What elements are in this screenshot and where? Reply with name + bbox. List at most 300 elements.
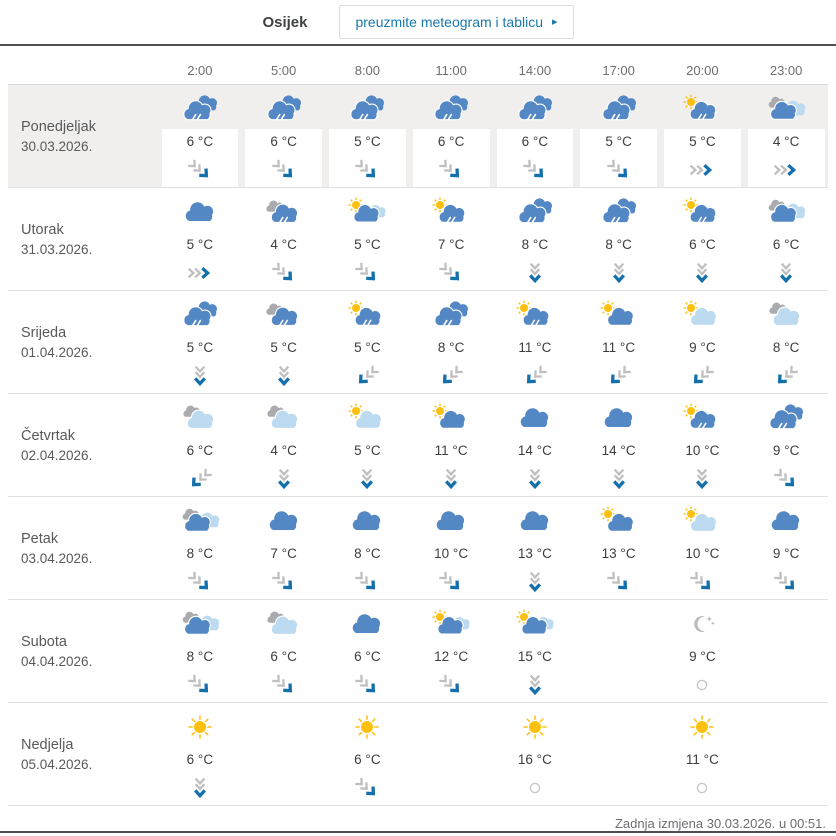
cell-body (577, 335, 661, 393)
time-column-header: 2:00 (187, 63, 213, 78)
forecast-cell (661, 291, 745, 393)
cell-body (409, 438, 493, 496)
time-column-header: 17:00 (602, 63, 635, 78)
heavy-rain-icon (179, 89, 221, 129)
temperature: 7 °C (437, 237, 465, 252)
forecast-cell (744, 394, 828, 496)
forecast-cell (577, 703, 661, 805)
temperature: 13 °C (517, 546, 552, 561)
wind-se-icon (183, 567, 217, 597)
day-name: Srijeda (21, 324, 67, 341)
forecast-cell (242, 85, 326, 187)
temperature: 4 °C (270, 237, 297, 252)
temperature: 5 °C (270, 340, 297, 355)
temperature: 6 °C (772, 237, 800, 252)
sun-light-icon (346, 398, 388, 438)
wind-se-icon (350, 567, 384, 597)
day-label (8, 394, 158, 496)
temperature: 12 °C (434, 649, 469, 664)
cell-body (409, 541, 493, 599)
wind-s-icon (183, 361, 217, 391)
gray-light-icon (765, 295, 807, 335)
wind-s-icon (769, 258, 803, 288)
forecast-cell (409, 497, 493, 599)
cloud-icon (598, 398, 640, 438)
forecast-cell (493, 600, 577, 702)
cell-body (744, 232, 828, 290)
gray-light-icon (179, 398, 221, 438)
temperature: 6 °C (437, 134, 465, 149)
temperature: 8 °C (186, 649, 214, 664)
forecast-cell (744, 703, 828, 805)
cell-body (664, 129, 741, 187)
temperature: 14 °C (601, 443, 636, 458)
cell-body (413, 129, 490, 187)
cell-body (577, 644, 661, 702)
download-button-label: preuzmite meteogram i tablicu (355, 14, 544, 30)
temperature: 11 °C (602, 340, 636, 355)
forecast-cell (744, 600, 828, 702)
cloudy-icon (179, 604, 221, 644)
day-label (8, 703, 158, 805)
day-name: Četvrtak (21, 427, 75, 444)
temperature: 11 °C (518, 340, 552, 355)
forecast-cell (326, 291, 410, 393)
cell-body (409, 644, 493, 702)
cell-body (158, 438, 242, 496)
cell-body (242, 232, 326, 290)
temperature: 5 °C (605, 134, 632, 149)
sun-rain-icon (681, 398, 723, 438)
forecast-cell (493, 394, 577, 496)
time-column-header: 20:00 (686, 63, 719, 78)
temperature: 8 °C (186, 546, 214, 561)
wind-e-icon (685, 155, 719, 185)
forecast-cell (242, 188, 326, 290)
temperature: 6 °C (186, 443, 214, 458)
cell-body (158, 335, 242, 393)
day-row (8, 188, 828, 291)
forecast-cell (158, 291, 242, 393)
sun-cloud-light-icon (346, 192, 388, 232)
temperature: 10 °C (685, 546, 720, 561)
heavy-rain-icon (765, 398, 807, 438)
wind-sw-icon (350, 361, 384, 391)
wind-sw-icon (602, 361, 636, 391)
day-date: 05.04.2026. (21, 756, 93, 772)
wind-se-icon (434, 155, 468, 185)
cell-body (580, 129, 657, 187)
cell-body (577, 541, 661, 599)
temperature: 6 °C (354, 752, 381, 767)
wind-se-icon (602, 155, 636, 185)
forecast-cell (158, 85, 242, 187)
wind-s-icon (183, 773, 217, 803)
temperature: 9 °C (772, 546, 800, 561)
time-column-header: 8:00 (354, 63, 381, 78)
cell-body (577, 232, 661, 290)
temperature: 9 °C (772, 443, 800, 458)
cell-body (326, 644, 410, 702)
temperature: 6 °C (270, 649, 297, 664)
forecast-cell (577, 85, 661, 187)
temperature: 5 °C (354, 237, 381, 252)
forecast-cell (326, 497, 410, 599)
forecast-cell (493, 85, 577, 187)
sunny-icon (681, 707, 723, 747)
wind-sw-icon (183, 464, 217, 494)
wind-se-icon (769, 464, 803, 494)
forecast-cell (744, 291, 828, 393)
wind-s-icon (350, 464, 384, 494)
cloud-icon (263, 501, 305, 541)
wind-se-icon (350, 773, 384, 803)
heavy-rain-icon (263, 89, 305, 129)
wind-s-icon (685, 258, 719, 288)
cell-body (577, 747, 661, 805)
cell-body (245, 129, 322, 187)
heavy-rain-icon (514, 89, 556, 129)
wind-se-icon (769, 567, 803, 597)
wind-se-icon (267, 567, 301, 597)
heavy-rain-icon (598, 89, 640, 129)
cell-body (158, 541, 242, 599)
forecast-cell (577, 291, 661, 393)
forecast-cell (158, 394, 242, 496)
wind-se-icon (183, 670, 217, 700)
temperature: 13 °C (601, 546, 636, 561)
time-column-header: 14:00 (518, 63, 552, 78)
cell-body (493, 438, 577, 496)
day-row (8, 600, 828, 703)
day-row (8, 394, 828, 497)
forecast-cell (158, 600, 242, 702)
forecast-cell (661, 394, 745, 496)
day-date: 01.04.2026. (21, 344, 93, 360)
forecast-cell (326, 703, 410, 805)
cell-body (744, 644, 828, 702)
forecast-cell (242, 600, 326, 702)
forecast-cell (242, 394, 326, 496)
cell-body (409, 232, 493, 290)
temperature: 7 °C (270, 546, 297, 561)
temperature: 5 °C (354, 443, 381, 458)
wind-s-icon (518, 258, 552, 288)
forecast-cell (493, 497, 577, 599)
cloud-icon (346, 501, 388, 541)
forecast-cell (242, 703, 326, 805)
cell-body (158, 747, 242, 805)
wind-se-icon (685, 567, 719, 597)
sun-rain-icon (514, 295, 556, 335)
wind-s-icon (267, 464, 301, 494)
cell-body (661, 644, 745, 702)
cloud-icon (346, 604, 388, 644)
temperature: 5 °C (354, 340, 381, 355)
cell-body (242, 438, 326, 496)
times-header-row (8, 46, 828, 85)
forecast-cell (242, 497, 326, 599)
cloud-icon (765, 501, 807, 541)
cell-body (326, 747, 410, 805)
temperature: 6 °C (689, 237, 716, 252)
day-date: 31.03.2026. (21, 241, 93, 257)
wind-s-icon (518, 464, 552, 494)
temperature: 8 °C (772, 340, 800, 355)
temperature: 8 °C (437, 340, 465, 355)
forecast-cell (577, 600, 661, 702)
forecast-cell (577, 497, 661, 599)
wind-sw-icon (685, 361, 719, 391)
forecast-cell (661, 188, 745, 290)
sun-cloud-light-icon (514, 604, 556, 644)
wind-sw-icon (434, 361, 468, 391)
forecast-cell (661, 497, 745, 599)
cell-body (493, 232, 577, 290)
temperature: 15 °C (517, 649, 552, 664)
forecast-cell (744, 85, 828, 187)
day-label (8, 291, 158, 393)
temperature: 5 °C (186, 237, 214, 252)
day-date: 02.04.2026. (21, 447, 93, 463)
cell-body (493, 541, 577, 599)
cell-body (326, 232, 410, 290)
cell-body (577, 438, 661, 496)
heavy-rain-icon (346, 89, 388, 129)
cloudy-icon (765, 192, 807, 232)
cell-body (748, 129, 825, 187)
cell-body (493, 747, 577, 805)
wind-e-icon (183, 258, 217, 288)
wind-s-icon (602, 464, 636, 494)
wind-sw-icon (769, 361, 803, 391)
forecast-cell (326, 600, 410, 702)
cell-body (242, 747, 326, 805)
sun-rain-icon (681, 89, 723, 129)
cell-body (326, 541, 410, 599)
temperature: 4 °C (772, 134, 800, 149)
temperature: 5 °C (354, 134, 381, 149)
sunny-icon (514, 707, 556, 747)
heavy-rain-icon (430, 89, 472, 129)
wind-se-icon (434, 258, 468, 288)
day-name: Ponedjeljak (21, 118, 96, 135)
sun-cloud-icon (598, 501, 640, 541)
location-title: Osijek (262, 13, 308, 31)
cloud-icon (179, 192, 221, 232)
cell-body (162, 129, 239, 187)
gray-light-icon (263, 604, 305, 644)
temperature: 14 °C (517, 443, 552, 458)
forecast-cell (409, 188, 493, 290)
forecast-cell (409, 600, 493, 702)
forecast-cell (661, 703, 745, 805)
rain-gray-icon (263, 192, 305, 232)
wind-calm-icon (518, 773, 552, 803)
cloud-icon (514, 398, 556, 438)
temperature: 11 °C (434, 443, 468, 458)
download-meteogram-button[interactable] (339, 5, 573, 39)
day-row (8, 497, 828, 600)
clear-night-icon (681, 604, 723, 644)
forecast-cell (242, 291, 326, 393)
cloudy-icon (765, 89, 807, 129)
sun-light-icon (681, 501, 723, 541)
cloud-icon (514, 501, 556, 541)
time-column-header: 5:00 (270, 63, 297, 78)
heavy-rain-icon (598, 192, 640, 232)
temperature: 9 °C (689, 649, 716, 664)
sun-light-icon (681, 295, 723, 335)
cell-body (329, 129, 406, 187)
wind-se-icon (602, 567, 636, 597)
forecast-cell (409, 291, 493, 393)
forecast-cell (661, 85, 745, 187)
forecast-cell (158, 497, 242, 599)
wind-sw-icon (518, 361, 552, 391)
cell-body (661, 232, 745, 290)
wind-se-icon (350, 155, 384, 185)
cell-body (326, 438, 410, 496)
wind-s-icon (518, 670, 552, 700)
cell-body (661, 541, 745, 599)
cell-body (493, 644, 577, 702)
heavy-rain-icon (179, 295, 221, 335)
wind-se-icon (350, 670, 384, 700)
forecast-cell (493, 703, 577, 805)
cell-body (158, 232, 242, 290)
wind-s-icon (434, 464, 468, 494)
temperature: 5 °C (186, 340, 214, 355)
temperature: 6 °C (186, 752, 214, 767)
day-name: Utorak (21, 221, 64, 238)
forecast-cell (326, 188, 410, 290)
forecast-cell (326, 85, 410, 187)
cell-body (242, 644, 326, 702)
cell-body (661, 438, 745, 496)
bottom-border (0, 831, 836, 833)
heavy-rain-icon (514, 192, 556, 232)
cell-body (409, 747, 493, 805)
cloudy-icon (179, 501, 221, 541)
sunny-icon (179, 707, 221, 747)
temperature: 6 °C (186, 134, 214, 149)
forecast-cell (744, 188, 828, 290)
forecast-cell (493, 188, 577, 290)
day-name: Subota (21, 633, 67, 650)
sun-rain-icon (346, 295, 388, 335)
forecast-cell (409, 703, 493, 805)
cell-body (744, 747, 828, 805)
cell-body (242, 541, 326, 599)
cell-body (744, 438, 828, 496)
temperature: 8 °C (605, 237, 632, 252)
temperature: 4 °C (270, 443, 297, 458)
day-label (8, 497, 158, 599)
day-row (8, 703, 828, 806)
forecast-table-body (0, 85, 836, 806)
wind-s-icon (267, 361, 301, 391)
day-label (8, 600, 158, 702)
forecast-cell (744, 497, 828, 599)
cell-body (493, 335, 577, 393)
wind-se-icon (267, 155, 301, 185)
wind-se-icon (434, 670, 468, 700)
wind-se-icon (267, 258, 301, 288)
temperature: 8 °C (521, 237, 549, 252)
day-label (8, 188, 158, 290)
time-column-header: 11:00 (435, 63, 467, 78)
forecast-cell (577, 188, 661, 290)
wind-se-icon (183, 155, 217, 185)
cell-body (744, 335, 828, 393)
wind-calm-icon (685, 670, 719, 700)
cell-body (661, 747, 745, 805)
gray-light-icon (263, 398, 305, 438)
day-date: 03.04.2026. (21, 550, 93, 566)
wind-s-icon (518, 567, 552, 597)
wind-se-icon (267, 670, 301, 700)
temperature: 10 °C (685, 443, 720, 458)
sunny-icon (346, 707, 388, 747)
forecast-cell (661, 600, 745, 702)
wind-se-icon (350, 258, 384, 288)
day-name: Nedjelja (21, 736, 74, 753)
time-column-header: 23:00 (769, 63, 803, 78)
header-bar (0, 0, 836, 46)
cell-body (242, 335, 326, 393)
day-label (8, 85, 158, 187)
forecast-cell (409, 394, 493, 496)
wind-se-icon (434, 567, 468, 597)
footer (0, 806, 836, 831)
wind-calm-icon (685, 773, 719, 803)
temperature: 16 °C (517, 752, 552, 767)
day-row (8, 291, 828, 394)
sun-cloud-icon (430, 398, 472, 438)
wind-e-icon (769, 155, 803, 185)
temperature: 6 °C (521, 134, 549, 149)
last-updated-text: Zadnja izmjena 30.03.2026. u 00:51. (614, 816, 826, 831)
sun-rain-icon (430, 192, 472, 232)
sun-cloud-icon (598, 295, 640, 335)
temperature: 6 °C (354, 649, 381, 664)
cloud-icon (430, 501, 472, 541)
play-icon: ▸ (552, 15, 558, 28)
wind-se-icon (518, 155, 552, 185)
sun-rain-icon (681, 192, 723, 232)
cell-body (326, 335, 410, 393)
cell-body (744, 541, 828, 599)
cell-body (661, 335, 745, 393)
day-name: Petak (21, 530, 59, 547)
cell-body (409, 335, 493, 393)
temperature: 11 °C (685, 752, 719, 767)
day-date: 04.04.2026. (21, 653, 93, 669)
forecast-cell (326, 394, 410, 496)
temperature: 5 °C (689, 134, 716, 149)
temperature: 10 °C (434, 546, 469, 561)
day-date: 30.03.2026. (21, 138, 93, 154)
cell-body (497, 129, 574, 187)
cell-body (158, 644, 242, 702)
temperature: 6 °C (270, 134, 297, 149)
forecast-cell (493, 291, 577, 393)
rain-gray-icon (263, 295, 305, 335)
wind-s-icon (685, 464, 719, 494)
day-row (8, 85, 828, 188)
heavy-rain-icon (430, 295, 472, 335)
